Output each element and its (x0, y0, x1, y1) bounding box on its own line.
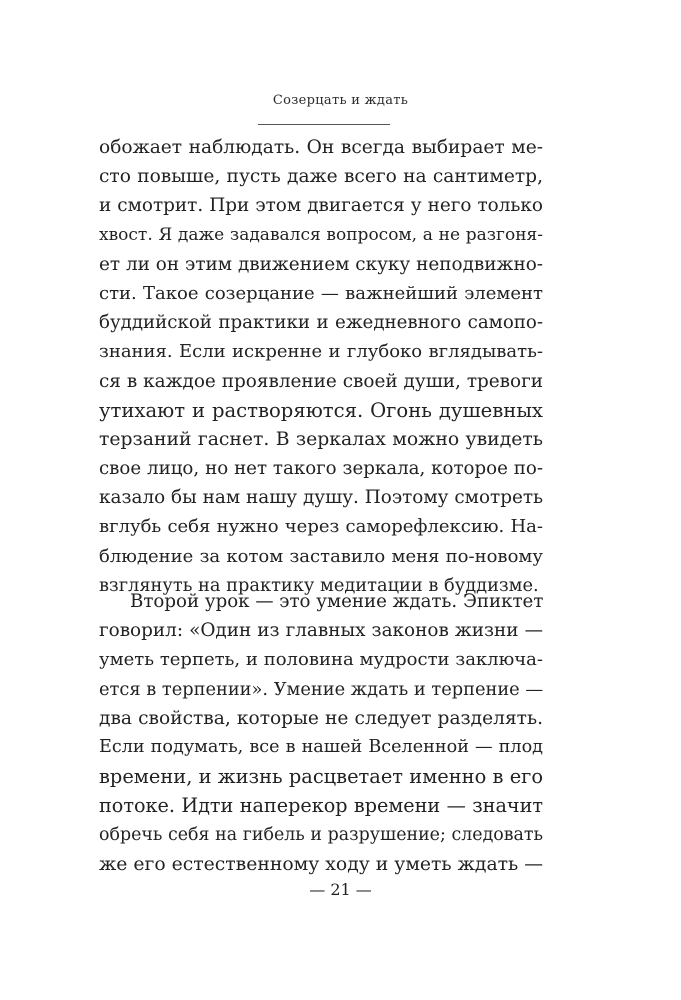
text-line: блюдение за котом заставило меня по-новому (99, 545, 543, 567)
text-line: ет ли он этим движением скуку неподвижно- (99, 253, 543, 275)
text-line: обречь себя на гибель и разрушение; следовать (99, 824, 543, 845)
header-rule (258, 124, 390, 125)
text-line: Если подумать, все в нашей Вселенной — плод (99, 736, 543, 757)
text-line: же его естественному ходу и уметь ждать — (99, 853, 544, 875)
running-header: Созерцать и ждать (272, 93, 409, 108)
text-line: сти. Такое созерцание — важнейший элемент (99, 282, 543, 304)
text-line: потоке. Идти наперекор времени — значит (99, 794, 543, 818)
text-line: времени, и жизнь расцветает именно в его (99, 765, 543, 789)
text-line: Второй урок — это умение ждать. Эпиктет (130, 591, 544, 612)
text-line: два свойства, которые не следует разделять. (99, 707, 543, 729)
text-line: знания. Если искренне и глубоко вглядывать- (99, 341, 543, 363)
text-line: буддийской практики и ежедневного самопо- (99, 312, 543, 334)
text-line: уметь терпеть, и половина мудрости заключа- (99, 649, 543, 671)
text-line: хвост. Я даже задавался вопросом, а не разгоня- (99, 224, 543, 245)
text-line: и смотрит. При этом двигается у него только (99, 195, 543, 217)
text-line: говорил: «Один из главных законов жизни — (99, 620, 543, 642)
text-line: казало бы нам нашу душу. Поэтому смотреть (99, 487, 544, 509)
text-line: ется в терпении». Умение ждать и терпение — (99, 678, 544, 700)
text-line: утихают и растворяются. Огонь душевных (99, 398, 543, 422)
paragraph-1 (99, 133, 543, 600)
text-line: терзаний гаснет. В зеркалах можно увидеть (99, 428, 543, 450)
text-line: вглубь себя нужно через саморефлексию. На- (99, 516, 543, 538)
text-line: обожает наблюдать. Он всегда выбирает ме- (99, 137, 543, 158)
paragraph-2 (99, 587, 543, 879)
text-line: сто повыше, пусть даже всего на сантиметр, (99, 166, 543, 188)
text-line: взглянуть на практику медитации в буддизме. (99, 574, 539, 596)
text-line: ся в каждое проявление своей души, тревоги (99, 370, 543, 392)
text-line: свое лицо, но нет такого зеркала, которое по- (99, 458, 543, 480)
page-number: — 21 — (309, 880, 372, 899)
